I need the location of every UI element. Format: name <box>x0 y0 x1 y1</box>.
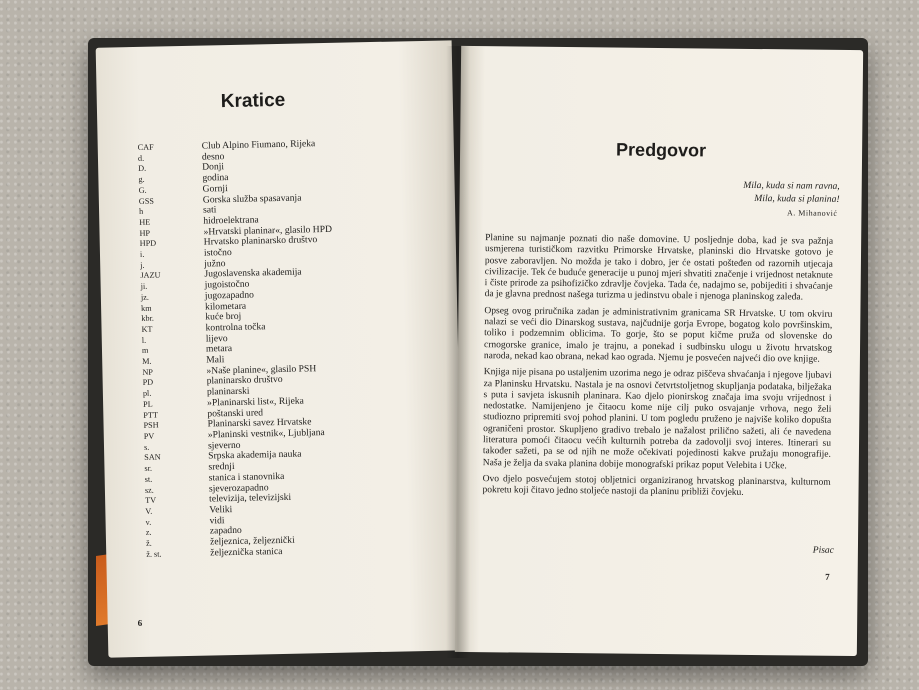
abbreviation-key: SAN <box>144 452 161 463</box>
abbreviation-meaning: istočno <box>203 247 232 259</box>
abbreviation-meaning: desno <box>201 150 225 163</box>
abbreviation-key: j. <box>140 260 145 270</box>
paragraph: Knjiga nije pisana po ustaljenim uzorima nego je odraz piščeva shvaćanja i njegove ljubavi za Planinsku Hrvatsku. Nastala je na osnovi četvrtstoljetnog skupljanja podataka, bilježaka s puta i savjeta iskusnih planinara. Kao djelo pionirskog značaja ima svoju vrijednost i nedostatke. Namijenjeno je čitaocu kome nije cilj puko osvajanje vrhova, nego želi studiozno pripremiti svoj pohod planini. U tom pogledu pruženo je najviše koliko dopušta ograničeni prostor. Skupljeno gradivo trebalo je nažalost prilično sažeti, ali će navedena literatura pomoći čitaocu većih kulturnih potreba da zadovolji svoj interes. Itinerari su također sažeti, pa se od njih ne može očekivati pojedinosti kakve pružaju monografije. Naša je želja da svaka planina dobije monografski prikaz poput Velebita i Učke. <box>482 367 832 471</box>
preface-text <box>482 233 833 505</box>
paragraph: Opseg ovog priručnika zadan je administrativnim granicama SR Hrvatske. U tom okviru nalazi se veći dio Dinarskog sustava, najčudnije gorja Evrope, bogatog kolo površinskim, toliko i podzemnim oblicima. To gorje, što se poput kičme pruža od slovenske do crnogorske granice, imalo je trajnu, a ponekad i sudbinsku ulogu u životu hrvatskog naroda, nekad kao obrana, nekad kao ograda. Njemu je posvećen najveći dio ove knjige. <box>483 305 833 365</box>
abbreviation-key: v. <box>145 517 152 527</box>
abbreviation-key: HPD <box>139 238 157 249</box>
abbreviation-meaning: metara <box>205 343 233 355</box>
abbreviation-key: l. <box>141 335 147 345</box>
abbreviation-key: CAF <box>137 142 154 152</box>
abbreviation-meaning: Jugoslavenska akademija <box>204 266 302 281</box>
abbreviation-meaning: srednji <box>208 461 235 473</box>
abbreviation-meaning: Gorska služba spasavanja <box>202 192 302 206</box>
abbreviation-meaning: »Planinski vestnik«, Ljubljana <box>207 427 325 441</box>
abbreviation-key: jz. <box>140 292 149 302</box>
abbreviation-meaning: Hrvatsko planinarsko društvo <box>203 234 318 248</box>
abbreviation-key: PSH <box>143 420 159 431</box>
abbreviation-key: pl. <box>142 388 152 399</box>
abbreviation-meaning: »Naše planine«, glasilo PSH <box>206 363 317 377</box>
abbreviation-key: PD <box>142 378 154 388</box>
abbreviation-meaning: kilometara <box>204 300 247 313</box>
abbreviation-key: m <box>141 346 149 356</box>
abbreviation-meaning: Planinarski savez Hrvatske <box>207 416 312 430</box>
abbreviation-meaning: hidroelektrana <box>203 214 259 227</box>
abbreviation-key: kbr. <box>141 313 154 324</box>
abbreviation-key: sz. <box>144 485 154 495</box>
abbreviation-key: PL <box>143 399 153 409</box>
abbreviation-key: km <box>141 303 152 313</box>
abbreviation-meaning: sjeverozapadno <box>208 481 269 495</box>
abbreviation-meaning: poštanski ured <box>207 406 264 420</box>
abbreviation-meaning: južno <box>204 257 226 270</box>
abbreviation-key: GSS <box>138 196 154 206</box>
abbreviation-key: HE <box>139 217 151 227</box>
abbreviation-key: sr. <box>144 463 153 473</box>
abbreviation-meaning: Donji <box>202 161 225 173</box>
page-title: Predgovor <box>616 139 707 161</box>
abbreviation-key: z. <box>145 528 152 538</box>
page-title: Kratice <box>220 89 286 113</box>
abbreviation-key: D. <box>138 164 147 174</box>
paragraph: Planine su najmanje poznati dio naše domovine. U posljednje doba, kad je sva pažnja usmjerena turističkom razvitku Primorske Hrvatske, planinski dio Hrvatske gotovo je posve zaboravljen. No možda je tako i dobro, jer će ostati pošteđen od razornih utjecaja civilizacije. Tek će buduće generacije u punoj mjeri shvatiti značenje i vrijednost netaknute i čiste prirode za psihofizičko zdravlje čovjeka. Tada će, nadajmo se, pobijediti i shvaćanje da je glavna prednost našega turizma u jedinstvu obale i njenoga planinskog zaleđa. <box>484 233 834 303</box>
abbreviation-meaning: planinarsko društvo <box>206 374 283 388</box>
epigraph-line: Mila, kuda si nam ravna, <box>743 179 840 192</box>
abbreviation-key: HP <box>139 228 151 238</box>
abbreviation-meaning: kontrolna točka <box>205 321 266 334</box>
abbreviation-key: d. <box>137 153 145 163</box>
abbreviation-meaning: kuće broj <box>205 311 242 323</box>
abbreviation-key: g. <box>138 174 145 185</box>
left-page <box>96 40 465 657</box>
abbreviation-key: s. <box>143 442 150 452</box>
abbreviation-key: G. <box>138 185 147 195</box>
abbreviation-key: JAZU <box>140 270 161 281</box>
abbreviation-meaning: planinarski <box>206 385 250 398</box>
abbreviation-meaning: »Hrvatski planinar«, glasilo HPD <box>203 223 333 238</box>
abbreviation-list <box>138 137 447 561</box>
abbreviation-meaning: Club Alpino Fiumano, Rijeka <box>201 138 316 152</box>
abbreviation-key: V. <box>145 506 153 516</box>
abbreviation-meaning: godina <box>202 172 229 184</box>
abbreviation-key: PV <box>143 431 155 441</box>
abbreviation-meaning: željeznica, željeznički <box>209 534 295 548</box>
abbreviation-key: ž. st. <box>146 549 162 559</box>
epigraph <box>743 179 840 206</box>
abbreviation-key: TV <box>145 495 157 506</box>
abbreviation-meaning: sati <box>202 204 217 216</box>
abbreviation-key: PTT <box>143 410 159 420</box>
abbreviation-key: h <box>138 207 144 217</box>
abbreviation-key: M. <box>142 356 152 366</box>
epigraph-author: A. Mihanović <box>786 208 838 218</box>
abbreviation-meaning: Veliki <box>209 503 233 516</box>
book-spine <box>446 46 470 658</box>
abbreviation-meaning: jugozapadno <box>204 289 255 302</box>
abbreviation-meaning: jugoistočno <box>204 278 250 291</box>
abbreviation-meaning: Gornji <box>202 182 228 195</box>
abbreviation-key: ž. <box>145 538 152 548</box>
page-number: 6 <box>137 617 143 629</box>
abbreviation-meaning: željeznička stanica <box>210 545 283 559</box>
abbreviation-meaning: zapadno <box>209 525 242 537</box>
page-number: 7 <box>825 571 830 582</box>
abbreviation-meaning: televizija, televizijski <box>209 492 292 505</box>
abbreviation-key: KT <box>141 324 153 334</box>
abbreviation-meaning: Mali <box>206 354 225 366</box>
abbreviation-key: i. <box>139 249 145 259</box>
abbreviation-meaning: sjeverno <box>207 439 241 452</box>
abbreviation-meaning: lijevo <box>205 332 228 345</box>
epigraph-line: Mila, kuda si planina! <box>754 192 840 205</box>
abbreviation-meaning: Srpska akademija nauka <box>208 448 302 462</box>
abbreviation-meaning: »Planinarski list«, Rijeka <box>206 395 304 409</box>
abbreviation-meaning: stanica i stanovnika <box>208 470 285 484</box>
abbreviation-key: NP <box>142 367 154 377</box>
abbreviation-meaning: vidi <box>209 514 225 527</box>
signature: Pisac <box>812 545 834 556</box>
abbreviation-key: ji. <box>140 281 148 292</box>
right-page <box>455 46 863 656</box>
paragraph: Ovo djelo posvećujem stotoj obljetnici organiziranog hrvatskog planinarstva, kulturnom pokretu koji čitavo jedno stoljeće nastoji da planinu približi čovjeku. <box>482 474 831 499</box>
abbreviation-key: st. <box>144 474 153 484</box>
